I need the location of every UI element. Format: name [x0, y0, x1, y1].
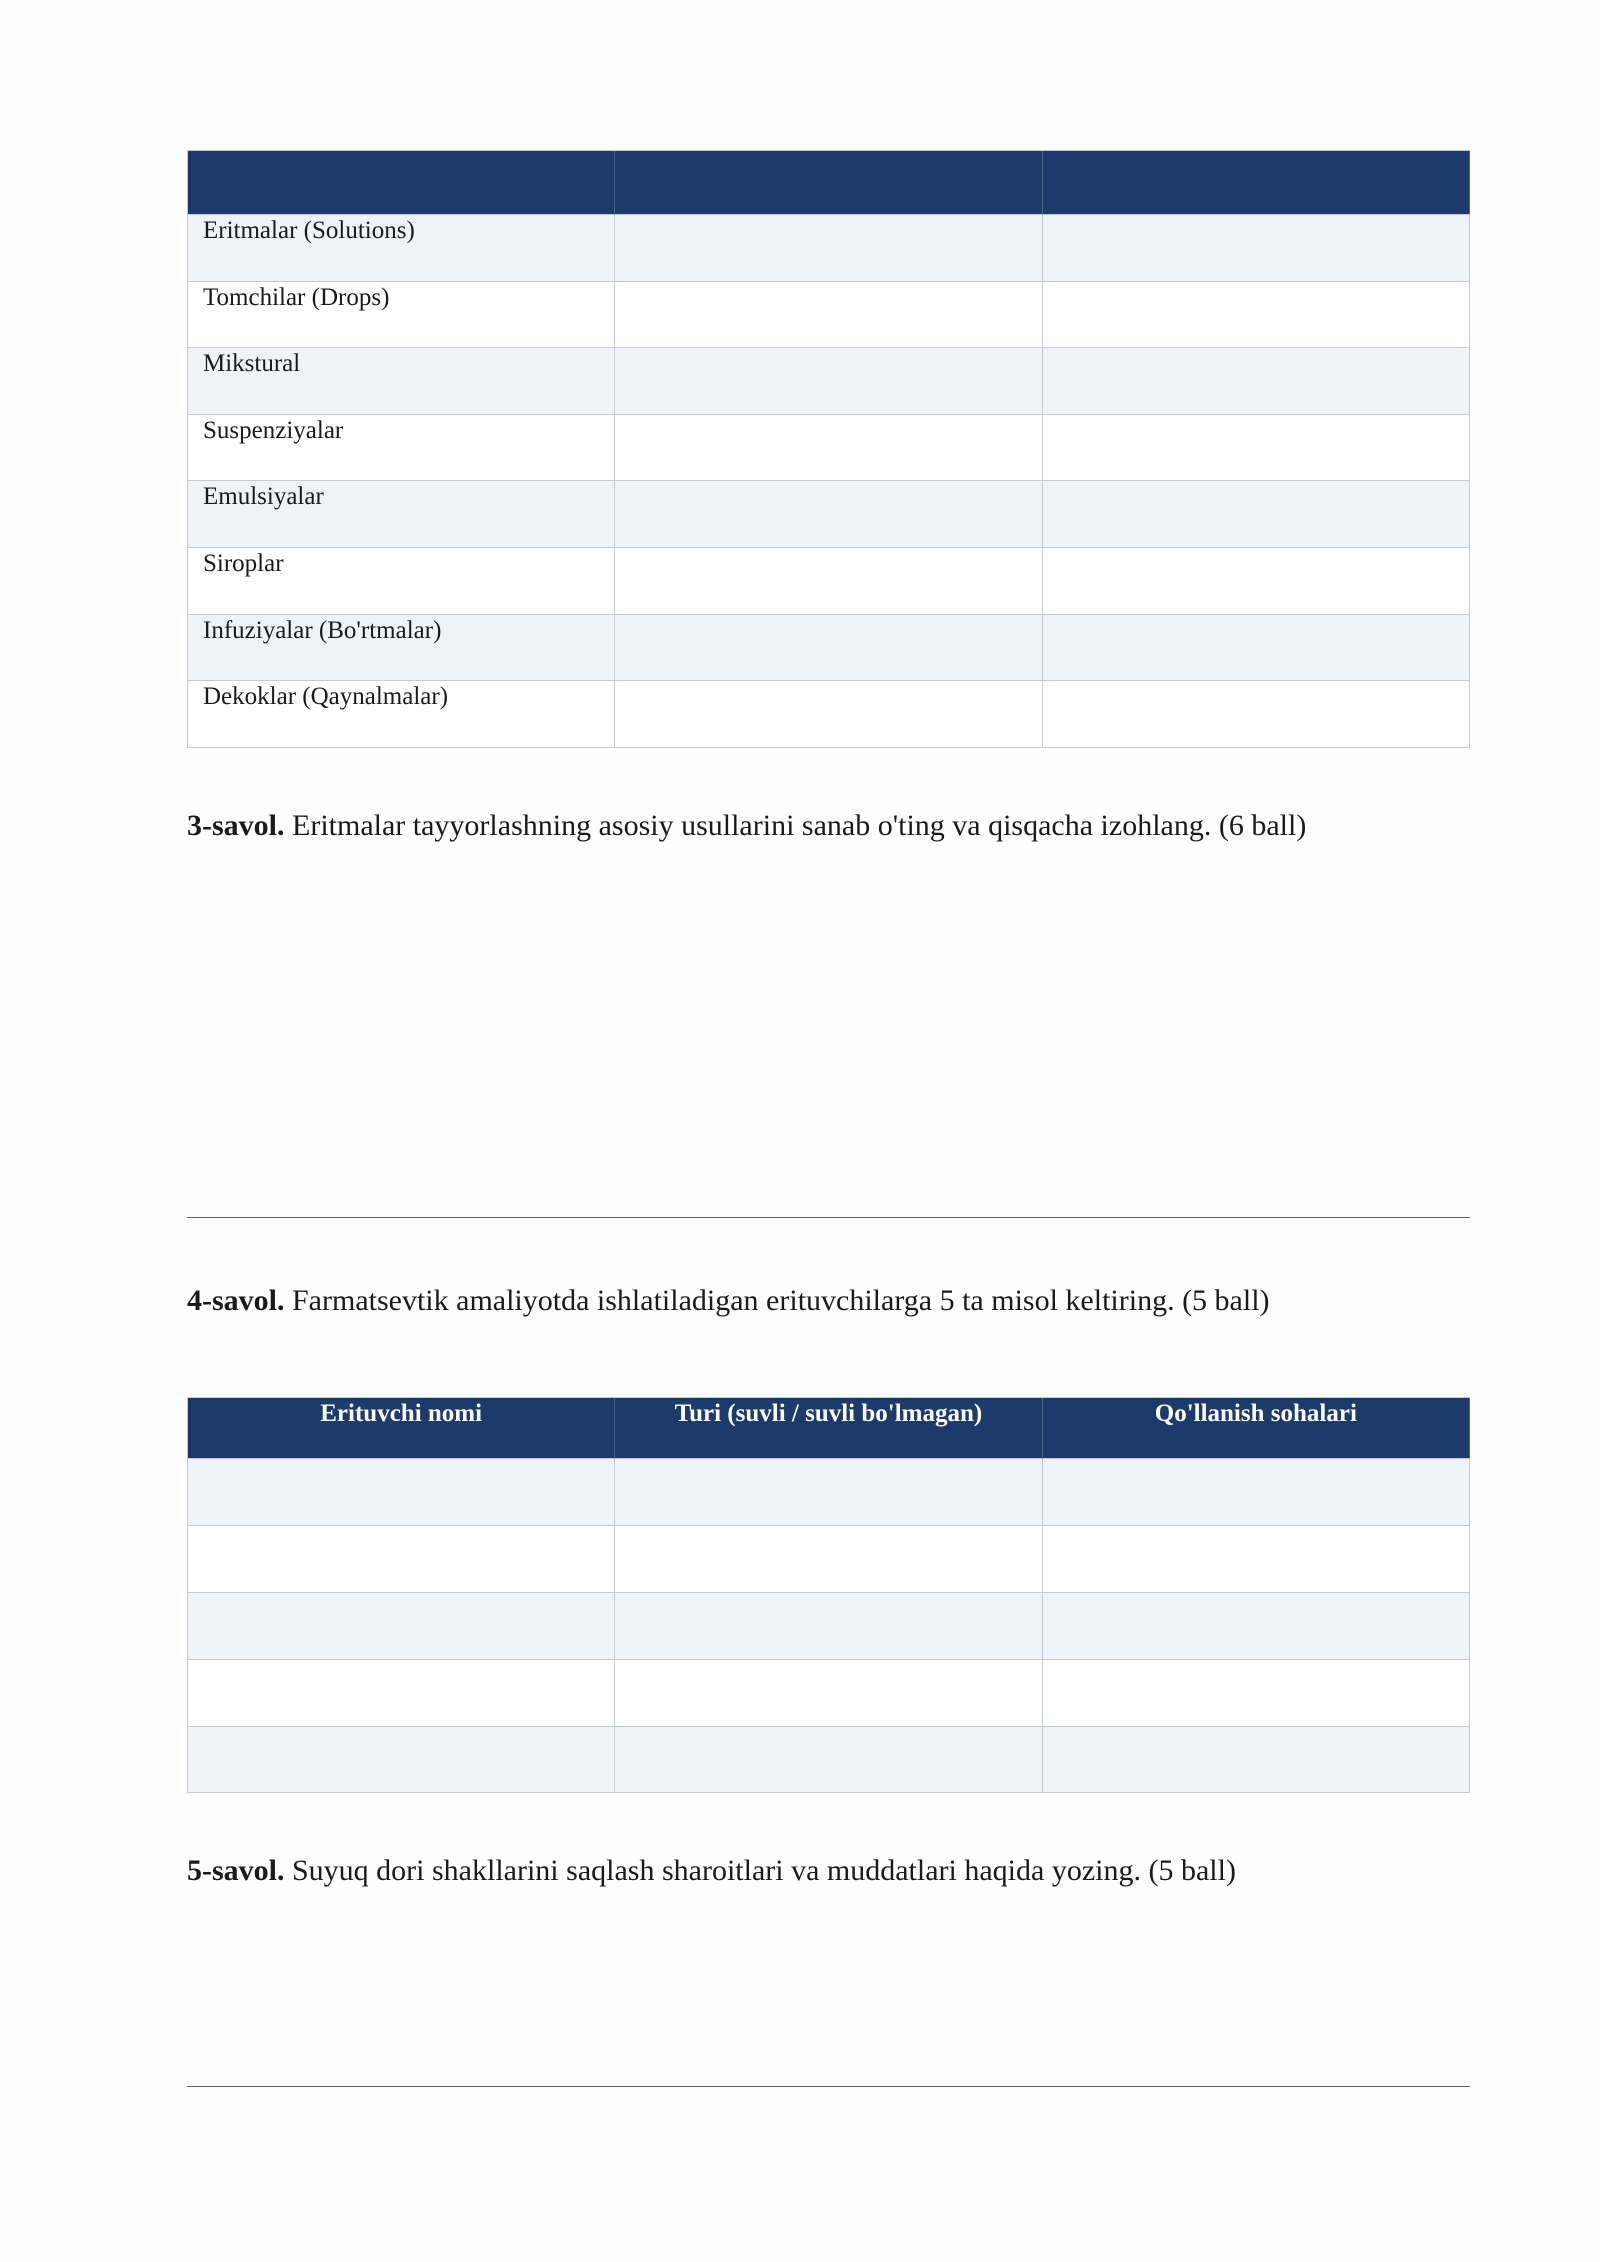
answer-cell — [188, 1459, 615, 1526]
answer-cell — [615, 415, 1042, 482]
answer-cell — [188, 1660, 615, 1727]
question-3 — [187, 808, 1487, 844]
answer-cell — [615, 215, 1042, 282]
answer-cell — [615, 615, 1042, 682]
table-row — [188, 1459, 1470, 1526]
header-cell-type: Turi (suvli / suvli bo'lmagan) — [615, 1398, 1042, 1459]
table-row — [188, 615, 1470, 682]
table-row — [188, 415, 1470, 482]
answer-cell — [615, 282, 1042, 349]
header-cell-application: Qo'llanish sohalari — [1043, 1398, 1470, 1459]
answer-cell — [615, 1459, 1042, 1526]
answer-cell — [188, 1526, 615, 1593]
question-label: 4-savol. — [187, 1284, 285, 1317]
answer-cell — [615, 348, 1042, 415]
question-text: Suyuq dori shakllarini saqlash sharoitlari va muddatlari haqida yozing. (5 ball) — [292, 1854, 1236, 1887]
question-text: Farmatsevtik amaliyotda ishlatiladigan erituvchilarga 5 ta misol keltiring. (5 ball) — [292, 1284, 1270, 1317]
table-header-row — [188, 1398, 1470, 1459]
table-row — [188, 215, 1470, 282]
answer-cell — [1043, 1459, 1470, 1526]
answer-cell — [1043, 1593, 1470, 1660]
answer-cell — [1043, 215, 1470, 282]
answer-cell — [615, 1593, 1042, 1660]
dosage-forms-table — [187, 150, 1470, 748]
question-label: 5-savol. — [187, 1854, 285, 1887]
dosage-form-name: Eritmalar (Solutions) — [188, 215, 615, 282]
answer-cell — [615, 1727, 1042, 1794]
table-row — [188, 548, 1470, 615]
dosage-form-name: Emulsiyalar — [188, 481, 615, 548]
dosage-form-name: Siroplar — [188, 548, 615, 615]
table-row — [188, 1727, 1470, 1794]
question-label: 3-savol. — [187, 809, 285, 842]
answer-line — [187, 2086, 1470, 2087]
answer-line — [187, 1217, 1470, 1218]
answer-cell — [615, 1660, 1042, 1727]
answer-cell — [1043, 481, 1470, 548]
header-cell — [188, 151, 615, 215]
question-4 — [187, 1283, 1487, 1319]
table-header-row — [188, 151, 1470, 215]
answer-cell — [1043, 1660, 1470, 1727]
question-text: Eritmalar tayyorlashning asosiy usullarini sanab o'ting va qisqacha izohlang. (6 ball) — [292, 809, 1307, 842]
table-row — [188, 1526, 1470, 1593]
dosage-form-name: Suspenziyalar — [188, 415, 615, 482]
header-cell — [615, 151, 1042, 215]
answer-cell — [188, 1727, 615, 1794]
dosage-form-name: Tomchilar (Drops) — [188, 282, 615, 349]
dosage-form-name: Infuziyalar (Bo'rtmalar) — [188, 615, 615, 682]
table-row — [188, 348, 1470, 415]
header-cell-solvent-name: Erituvchi nomi — [188, 1398, 615, 1459]
answer-cell — [1043, 348, 1470, 415]
table-row — [188, 481, 1470, 548]
table-row — [188, 681, 1470, 748]
answer-cell — [1043, 1526, 1470, 1593]
header-cell — [1043, 151, 1470, 215]
answer-cell — [615, 681, 1042, 748]
answer-cell — [615, 548, 1042, 615]
table-row — [188, 1660, 1470, 1727]
dosage-form-name: Mikstural — [188, 348, 615, 415]
answer-cell — [1043, 1727, 1470, 1794]
answer-cell — [1043, 615, 1470, 682]
answer-cell — [1043, 282, 1470, 349]
question-5 — [187, 1853, 1487, 1889]
answer-cell — [188, 1593, 615, 1660]
answer-cell — [1043, 415, 1470, 482]
table-row — [188, 1593, 1470, 1660]
answer-cell — [615, 481, 1042, 548]
answer-cell — [1043, 681, 1470, 748]
dosage-form-name: Dekoklar (Qaynalmalar) — [188, 681, 615, 748]
table-row — [188, 282, 1470, 349]
solvents-table — [187, 1397, 1470, 1793]
answer-cell — [1043, 548, 1470, 615]
answer-cell — [615, 1526, 1042, 1593]
